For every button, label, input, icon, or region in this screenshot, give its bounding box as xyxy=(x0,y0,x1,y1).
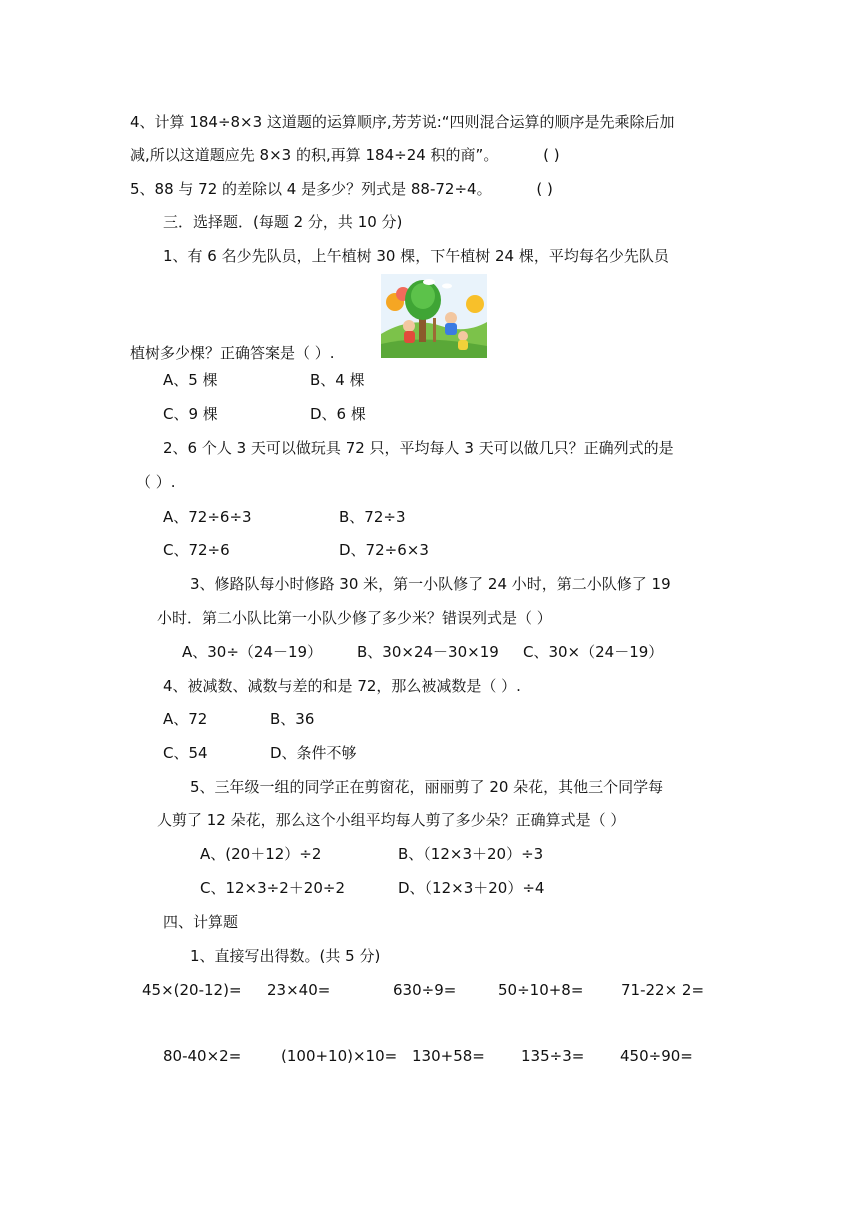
choice-q4-option-d: D、条件不够 xyxy=(270,744,357,762)
choice-q5-option-a: A、(20＋12）÷2 xyxy=(200,845,322,863)
judge-q4-answer-parens: ( ) xyxy=(543,146,560,164)
section-heading-choice: 三．选择题．(每题 2 分，共 10 分) xyxy=(163,213,403,231)
choice-q4-option-b: B、36 xyxy=(270,710,315,728)
choice-q5-line2: 人剪了 12 朵花，那么这个小组平均每人剪了多少朵？正确算式是（ ） xyxy=(157,811,626,829)
choice-q3-line1: 3、修路队每小时修路 30 米，第一小队修了 24 小时，第二小队修了 19 xyxy=(190,575,671,593)
choice-q2-option-a: A、72÷6÷3 xyxy=(163,508,252,526)
choice-q5-option-c: C、12×3÷2＋20÷2 xyxy=(200,879,345,897)
section-heading-calculation: 四、计算题 xyxy=(163,913,239,931)
choice-q4-option-a: A、72 xyxy=(163,710,208,728)
judge-q4-line2 xyxy=(130,144,560,166)
choice-q3-line2: 小时．第二小队比第一小队少修了多少米？错误列式是（ ） xyxy=(157,609,552,627)
choice-q2-option-d: D、72÷6×3 xyxy=(339,541,429,559)
judge-q5-answer-parens: ( ) xyxy=(536,180,553,198)
calc-item: 135÷3= xyxy=(521,1047,585,1065)
choice-q1-option-c: C、9 棵 xyxy=(163,405,218,423)
calc-item: 50÷10+8= xyxy=(498,981,584,999)
calc-item: 450÷90= xyxy=(620,1047,693,1065)
calc-item: 80-40×2= xyxy=(163,1047,242,1065)
choice-q4: 4、被减数、减数与差的和是 72，那么被减数是（ ）. xyxy=(163,677,521,695)
choice-q3-option-b: B、30×24－30×19 xyxy=(357,643,499,661)
tree-planting-illustration xyxy=(381,274,487,358)
choice-q5-option-d: D、（12×3＋20）÷4 xyxy=(398,879,545,897)
choice-q5-option-b: B、（12×3＋20）÷3 xyxy=(398,845,544,863)
choice-q3-option-a: A、30÷（24－19） xyxy=(182,643,323,661)
choice-q5-line1: 5、三年级一组的同学正在剪窗花，丽丽剪了 20 朵花，其他三个同学每 xyxy=(190,778,664,796)
calc-item: 45×(20-12)= xyxy=(142,981,242,999)
choice-q4-option-c: C、54 xyxy=(163,744,208,762)
choice-q2-option-b: B、72÷3 xyxy=(339,508,406,526)
choice-q1-option-a: A、5 棵 xyxy=(163,371,218,389)
choice-q2-line1: 2、6 个人 3 天可以做玩具 72 只，平均每人 3 天可以做几只？正确列式的是 xyxy=(163,439,674,457)
calculation-instruction: 1、直接写出得数。(共 5 分) xyxy=(190,947,381,965)
judge-q5 xyxy=(130,178,553,200)
calc-item: 130+58= xyxy=(412,1047,485,1065)
choice-q1-option-b: B、4 棵 xyxy=(310,371,365,389)
choice-q1-line1: 1、有 6 名少先队员，上午植树 30 棵，下午植树 24 棵，平均每名少先队员 xyxy=(163,247,669,265)
calc-item: 630÷9= xyxy=(393,981,457,999)
calc-item: 71-22× 2= xyxy=(621,981,705,999)
calc-item: (100+10)×10= xyxy=(281,1047,398,1065)
judge-q5-text: 5、88 与 72 的差除以 4 是多少？列式是 88-72÷4。 xyxy=(130,180,492,198)
choice-q2-option-c: C、72÷6 xyxy=(163,541,230,559)
judge-q4-line1: 4、计算 184÷8×3 这道题的运算顺序,芳芳说:“四则混合运算的顺序是先乘除后加 xyxy=(130,113,675,131)
choice-q1-line2: 植树多少棵？正确答案是（ ）. xyxy=(130,344,335,362)
choice-q1-option-d: D、6 棵 xyxy=(310,405,366,423)
choice-q3-option-c: C、30×（24－19） xyxy=(523,643,664,661)
calc-item: 23×40= xyxy=(267,981,331,999)
judge-q4-line2-text: 减,所以这道题应先 8×3 的积,再算 184÷24 积的商”。 xyxy=(130,146,499,164)
choice-q2-line2: （ ）. xyxy=(136,473,176,491)
